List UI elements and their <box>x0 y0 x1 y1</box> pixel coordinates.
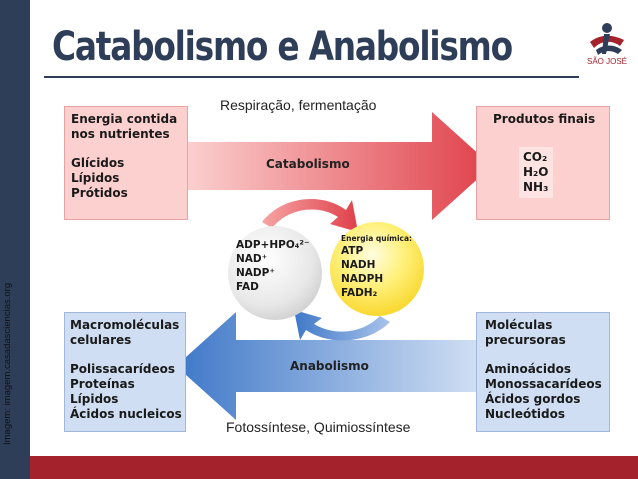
list-item: Ácidos nucleicos <box>70 407 182 421</box>
list-item: Glícidos <box>71 156 125 170</box>
list-item: Nucleótidos <box>485 407 566 421</box>
list-item: H₂O <box>523 165 549 179</box>
box-heading: Energia contida <box>71 112 178 126</box>
anabolism-label: Anabolismo <box>290 359 369 373</box>
chemical-energy-list <box>341 234 412 300</box>
list-item: NADPH <box>341 273 384 285</box>
energy-nutrients-box <box>64 106 188 220</box>
list-item: NH₃ <box>523 180 549 194</box>
list-item: Prótidos <box>71 186 128 200</box>
box-heading: precursoras <box>485 333 566 347</box>
list-item: Aminoácidos <box>485 362 571 376</box>
list-item: Lípidos <box>70 392 119 406</box>
list-item: NADP⁺ <box>236 267 275 279</box>
low-energy-list <box>236 238 310 294</box>
list-item: Polissacarídeos <box>70 362 176 376</box>
list-item: Lípidos <box>71 171 120 185</box>
box-heading: celulares <box>70 333 132 347</box>
list-item: FADH₂ <box>341 287 378 299</box>
list-item: FAD <box>236 281 259 293</box>
image-credit: Imagem: imagem.casadasciencias.org <box>2 282 13 445</box>
slide-title: Catabolismo e Anabolismo <box>52 24 512 70</box>
logo-text: SÃO JOSÉ <box>586 57 627 66</box>
bottom-caption: Fotossíntese, Quimiossíntese <box>226 419 411 435</box>
box-heading: nos nutrientes <box>71 127 170 141</box>
list-item: CO₂ <box>523 150 548 164</box>
list-item: ADP+HPO₄²⁻ <box>236 239 310 251</box>
precursor-molecules-box <box>476 312 610 432</box>
box-heading: Macromoléculas <box>70 318 180 332</box>
list-item: NADH <box>341 259 376 271</box>
box-heading: Produtos finais <box>493 112 596 126</box>
list-item: Proteínas <box>70 377 135 391</box>
top-caption: Respiração, fermentação <box>220 97 377 113</box>
list-item: ATP <box>341 245 364 257</box>
list-item: Monossacarídeos <box>485 377 602 391</box>
macromolecules-box <box>64 312 186 432</box>
box-heading: Moléculas <box>485 318 553 332</box>
final-products-box <box>476 106 610 220</box>
list-item: NAD⁺ <box>236 253 268 265</box>
catabolism-label: Catabolismo <box>266 157 350 171</box>
list-item: Ácidos gordos <box>485 392 581 406</box>
circle-heading: Energia química: <box>341 234 413 243</box>
